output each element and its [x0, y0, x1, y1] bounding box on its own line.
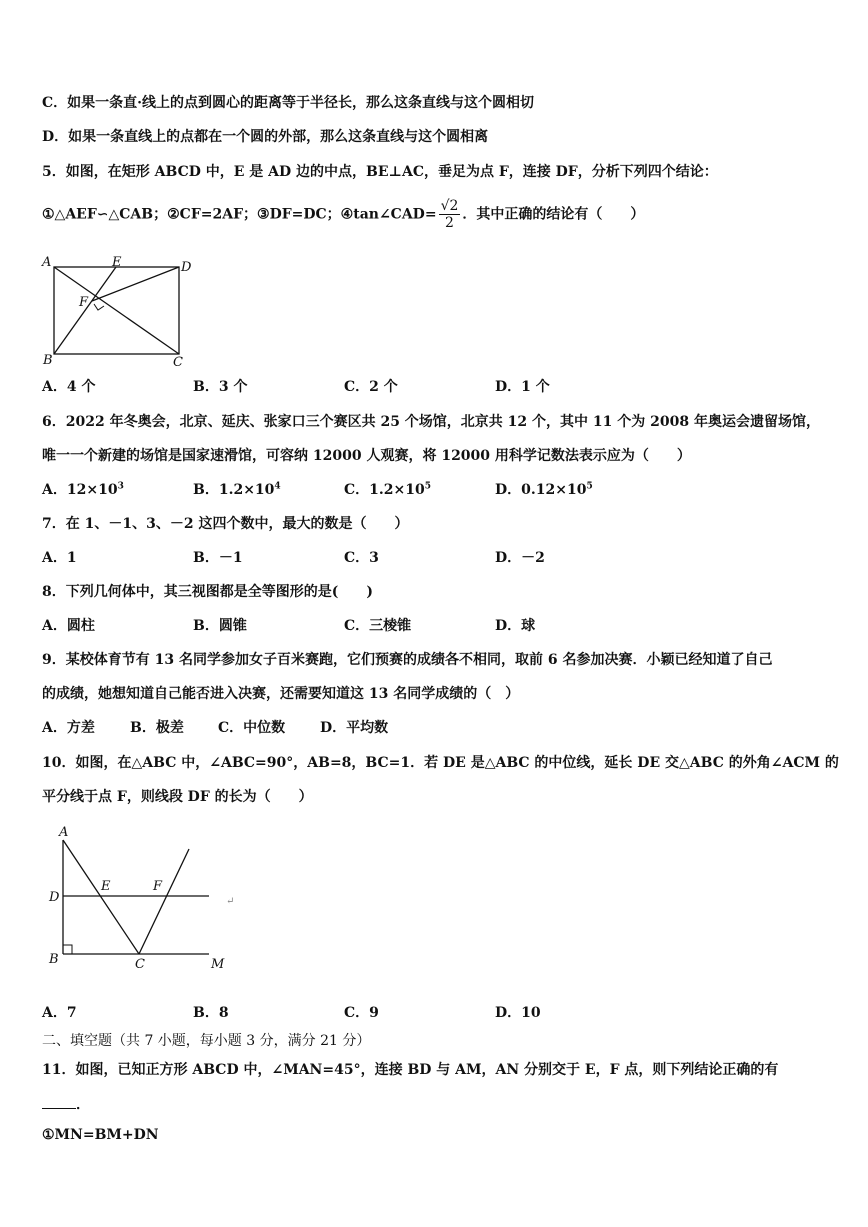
q11-stem: 11．如图，已知正方形 ABCD 中，∠MAN=45°，连接 BD 与 AM，AN 分别交于 E，F 点，则下列结论正确的有	[42, 1062, 779, 1078]
q10-line2: 平分线于点 F，则线段 DF 的长为（ ）	[42, 789, 313, 805]
q5-option-c: C．2 个	[344, 379, 398, 395]
q6-option-d: D．$0.12\times 10^5$	[495, 481, 593, 498]
q11-item-1: ①MN=BM+DN	[42, 1127, 159, 1143]
q9-option-c: C．中位数	[218, 720, 286, 736]
q4-option-d: D．如果一条直线上的点都在一个圆的外部，那么这条直线与这个圆相离	[42, 129, 489, 145]
label-a: A	[59, 825, 69, 840]
bisector-cf	[139, 849, 189, 954]
q10-option-d: D．10	[495, 1005, 541, 1021]
label-f: F	[153, 879, 163, 894]
segment-df	[92, 267, 179, 301]
q5-frac-num: √2	[440, 198, 459, 214]
q7-option-d: D．－2	[495, 550, 545, 566]
label-a: A	[42, 255, 52, 270]
label-d: D	[49, 890, 60, 905]
q4-option-c: C．如果一条直·线上的点到圆心的距离等于半径长，那么这条直线与这个圆相切	[42, 95, 535, 111]
segment-ac	[63, 840, 139, 954]
q6-option-b: B．$1.2\times 10^4$	[193, 481, 281, 498]
q11-blank-line	[42, 1094, 90, 1114]
q6-line2: 唯一一个新建的场馆是国家速滑馆，可容纳 12000 人观赛，将 12000 用科学记数法表示应为（ ）	[42, 448, 691, 464]
q5-figure	[38, 254, 198, 368]
label-e: E	[112, 255, 122, 270]
label-f: F	[79, 295, 89, 310]
q5-stem: 5．如图，在矩形 ABCD 中，E 是 AD 边的中点，BE⊥AC，垂足为点 F，连接 DF，分析下列四个结论：	[42, 164, 718, 180]
q9-option-a: A．方差	[42, 720, 95, 736]
diagonal-ac	[54, 267, 179, 354]
q7-stem: 7．在 1、－1、3、－2 这四个数中，最大的数是（ ）	[42, 516, 409, 532]
paragraph-mark-icon: ↵	[226, 896, 235, 907]
q5-frac-den: 2	[445, 215, 454, 231]
q5-option-a: A．4 个	[42, 379, 96, 395]
q10-option-a: A．7	[42, 1005, 77, 1021]
q5-conclusions-after: ．其中正确的结论有（ ）	[462, 206, 645, 223]
q11-blank-end: ．	[76, 1097, 90, 1113]
label-b: B	[43, 353, 53, 368]
q5-option-d: D．1 个	[495, 379, 550, 395]
q8-option-b: B．圆锥	[193, 618, 247, 634]
q10-option-c: C．9	[344, 1005, 379, 1021]
label-b: B	[49, 952, 59, 967]
q8-option-c: C．三棱锥	[344, 618, 412, 634]
section-2-title: 二、填空题（共 7 小题，每小题 3 分，满分 21 分）	[42, 1033, 371, 1049]
label-e: E	[101, 879, 111, 894]
label-c: C	[173, 355, 183, 368]
q5-fraction	[439, 198, 461, 231]
q8-option-d: D．球	[495, 618, 536, 634]
q8-option-a: A．圆柱	[42, 618, 95, 634]
q9-line1: 9．某校体育节有 13 名同学参加女子百米赛跑，它们预赛的成绩各不相同，取前 6 名参加决赛．小颖已经知道了自己	[42, 652, 773, 668]
q7-option-a: A．1	[42, 550, 77, 566]
answer-blank[interactable]	[42, 1108, 76, 1109]
q9-option-d: D．平均数	[320, 720, 389, 736]
q5-option-b: B．3 个	[193, 379, 248, 395]
label-d: D	[181, 260, 192, 275]
q7-option-b: B．－1	[193, 550, 243, 566]
q6-option-c: C．$1.2\times 10^5$	[344, 481, 431, 498]
q9-line2: 的成绩，她想知道自己能否进入决赛，还需要知道这 13 名同学成绩的（ ）	[42, 686, 520, 702]
right-angle-mark	[63, 945, 72, 954]
label-c: C	[135, 957, 145, 972]
q8-stem: 8．下列几何体中，其三视图都是全等图形的是( )	[42, 584, 373, 600]
q7-option-c: C．3	[344, 550, 379, 566]
q6-line1: 6．2022 年冬奥会，北京、延庆、张家口三个赛区共 25 个场馆，北京共 12 个，其中 11 个为 2008 年奥运会遗留场馆，	[42, 414, 820, 430]
q10-line1: 10．如图，在△ABC 中，∠ABC=90°，AB=8，BC=1．若 DE 是△ABC 的中位线，延长 DE 交△ABC 的外角∠ACM 的	[42, 755, 839, 771]
label-m: M	[211, 957, 225, 972]
q5-conclusions	[42, 198, 644, 231]
q6-option-a: A．$12\times 10^3$	[42, 481, 124, 498]
q5-conclusions-before: ①△AEF∽△CAB；②CF=2AF；③DF=DC；④tan∠CAD=	[42, 206, 437, 223]
q9-option-b: B．极差	[130, 720, 184, 736]
q10-figure	[44, 820, 240, 976]
right-angle-mark	[94, 304, 104, 310]
q10-option-b: B．8	[193, 1005, 229, 1021]
segment-be	[54, 267, 116, 354]
